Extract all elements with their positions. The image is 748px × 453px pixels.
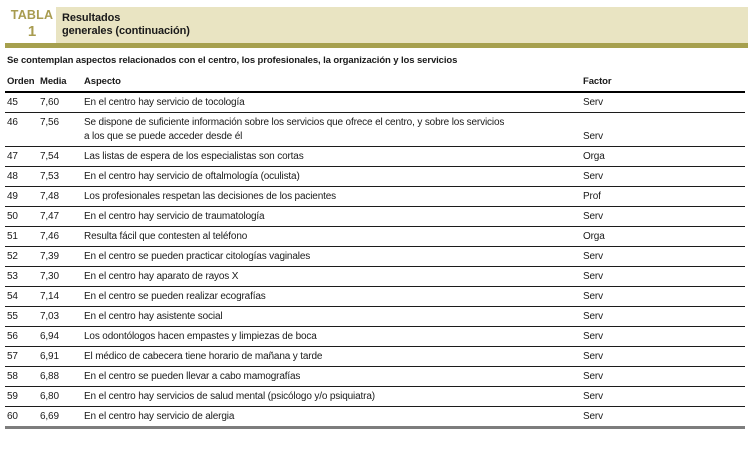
aspecto-line: Las listas de espera de los especialistas son cortas bbox=[84, 151, 304, 162]
cell-orden: 50 bbox=[7, 211, 18, 222]
cell-orden: 49 bbox=[7, 191, 18, 202]
cell-orden: 56 bbox=[7, 331, 18, 342]
cell-orden: 51 bbox=[7, 231, 18, 242]
cell-factor: Serv bbox=[583, 131, 603, 142]
aspecto-line: El médico de cabecera tiene horario de mañana y tarde bbox=[84, 351, 323, 362]
table-row bbox=[5, 227, 745, 247]
results-table-header bbox=[5, 71, 745, 92]
table-row bbox=[5, 287, 745, 307]
column-header-orden: Orden bbox=[5, 71, 38, 92]
cell-media: 6,91 bbox=[40, 351, 59, 362]
aspecto-line: En el centro se pueden practicar citologías vaginales bbox=[84, 251, 311, 262]
table-row bbox=[5, 327, 745, 347]
cell-media: 7,53 bbox=[40, 171, 59, 182]
cell-orden: 54 bbox=[7, 291, 18, 302]
cell-factor: Serv bbox=[583, 311, 603, 322]
cell-orden: 45 bbox=[7, 97, 18, 108]
aspecto-line: Los profesionales respetan las decisiones de los pacientes bbox=[84, 191, 337, 202]
cell-aspecto bbox=[82, 267, 581, 287]
table-row bbox=[5, 367, 745, 387]
cell-factor: Serv bbox=[583, 251, 603, 262]
cell-orden: 57 bbox=[7, 351, 18, 362]
cell-aspecto bbox=[82, 367, 581, 387]
aspecto-line: En el centro hay servicio de alergia bbox=[84, 411, 235, 422]
table-row bbox=[5, 267, 745, 287]
cell-orden: 55 bbox=[7, 311, 18, 322]
cell-orden: 52 bbox=[7, 251, 18, 262]
table-number-badge bbox=[8, 9, 56, 39]
cell-orden: 53 bbox=[7, 271, 18, 282]
column-header-aspecto: Aspecto bbox=[82, 71, 581, 92]
gold-divider-rule bbox=[5, 43, 748, 48]
cell-aspecto bbox=[82, 407, 581, 428]
cell-media: 7,56 bbox=[40, 117, 59, 128]
table-title-line2: generales (continuación) bbox=[62, 25, 190, 37]
table-row bbox=[5, 387, 745, 407]
cell-aspecto bbox=[82, 347, 581, 367]
table-row bbox=[5, 347, 745, 367]
column-header-factor: Factor bbox=[581, 71, 745, 92]
cell-factor: Prof bbox=[583, 191, 601, 202]
cell-orden: 46 bbox=[7, 117, 18, 128]
table-title-line1: Resultados bbox=[62, 12, 121, 24]
cell-aspecto bbox=[82, 187, 581, 207]
cell-media: 7,60 bbox=[40, 97, 59, 108]
aspecto-line: En el centro hay servicio de oftalmología (oculista) bbox=[84, 171, 300, 182]
cell-aspecto bbox=[82, 327, 581, 347]
aspecto-line: En el centro hay servicio de tocología bbox=[84, 97, 245, 108]
table-row bbox=[5, 247, 745, 267]
cell-media: 7,03 bbox=[40, 311, 59, 322]
aspecto-line: En el centro hay servicios de salud mental (psicólogo y/o psiquiatra) bbox=[84, 391, 375, 402]
table-subtitle: Se contemplan aspectos relacionados con el centro, los profesionales, la organización y los servicios bbox=[7, 55, 458, 66]
cell-factor: Serv bbox=[583, 271, 603, 282]
cell-factor: Serv bbox=[583, 351, 603, 362]
cell-media: 6,69 bbox=[40, 411, 59, 422]
aspecto-line: Resulta fácil que contesten al teléfono bbox=[84, 231, 248, 242]
cell-aspecto bbox=[82, 207, 581, 227]
table-row bbox=[5, 407, 745, 428]
table-row bbox=[5, 207, 745, 227]
cell-orden: 60 bbox=[7, 411, 18, 422]
cell-factor: Serv bbox=[583, 211, 603, 222]
table-title-band bbox=[56, 7, 748, 43]
header-row bbox=[5, 71, 745, 92]
table-row bbox=[5, 187, 745, 207]
cell-factor: Orga bbox=[583, 231, 605, 242]
cell-orden: 58 bbox=[7, 371, 18, 382]
aspecto-line: En el centro se pueden llevar a cabo mamografías bbox=[84, 371, 301, 382]
results-table-body bbox=[5, 92, 745, 428]
cell-media: 7,54 bbox=[40, 151, 59, 162]
cell-factor: Serv bbox=[583, 411, 603, 422]
cell-orden: 47 bbox=[7, 151, 18, 162]
column-header-media: Media bbox=[38, 71, 82, 92]
aspecto-line: a los que se puede acceder desde él bbox=[84, 131, 243, 142]
cell-aspecto bbox=[82, 167, 581, 187]
cell-factor: Orga bbox=[583, 151, 605, 162]
table-badge-number: 1 bbox=[27, 22, 37, 40]
aspecto-line: En el centro hay servicio de traumatología bbox=[84, 211, 265, 222]
cell-media: 7,48 bbox=[40, 191, 59, 202]
cell-media: 7,30 bbox=[40, 271, 59, 282]
cell-orden: 59 bbox=[7, 391, 18, 402]
table-badge-label: TABLA bbox=[10, 8, 54, 22]
table-row bbox=[5, 113, 745, 147]
cell-factor: Serv bbox=[583, 331, 603, 342]
results-table bbox=[5, 71, 745, 429]
aspecto-line: En el centro hay aparato de rayos X bbox=[84, 271, 239, 282]
cell-media: 7,47 bbox=[40, 211, 59, 222]
cell-media: 7,14 bbox=[40, 291, 59, 302]
cell-factor: Serv bbox=[583, 391, 603, 402]
cell-media: 6,88 bbox=[40, 371, 59, 382]
cell-aspecto bbox=[82, 227, 581, 247]
cell-factor: Serv bbox=[583, 291, 603, 302]
cell-aspecto bbox=[82, 287, 581, 307]
cell-factor: Serv bbox=[583, 97, 603, 108]
cell-media: 7,46 bbox=[40, 231, 59, 242]
cell-media: 6,94 bbox=[40, 331, 59, 342]
table-header-banner bbox=[0, 0, 748, 48]
cell-factor: Serv bbox=[583, 371, 603, 382]
aspecto-line: En el centro se pueden realizar ecografías bbox=[84, 291, 266, 302]
aspecto-line: En el centro hay asistente social bbox=[84, 311, 223, 322]
table-row bbox=[5, 92, 745, 113]
cell-aspecto bbox=[82, 147, 581, 167]
table-row bbox=[5, 307, 745, 327]
cell-aspecto bbox=[82, 247, 581, 267]
cell-aspecto bbox=[82, 307, 581, 327]
cell-factor: Serv bbox=[583, 171, 603, 182]
table-row bbox=[5, 167, 745, 187]
aspecto-line: Se dispone de suficiente información sobre los servicios que ofrece el centro, y sobre los servicios bbox=[84, 117, 505, 128]
cell-aspecto bbox=[82, 92, 581, 113]
cell-aspecto bbox=[82, 387, 581, 407]
cell-orden: 48 bbox=[7, 171, 18, 182]
aspecto-line: Los odontólogos hacen empastes y limpiezas de boca bbox=[84, 331, 317, 342]
cell-aspecto bbox=[82, 113, 581, 147]
cell-media: 6,80 bbox=[40, 391, 59, 402]
cell-media: 7,39 bbox=[40, 251, 59, 262]
table-row bbox=[5, 147, 745, 167]
